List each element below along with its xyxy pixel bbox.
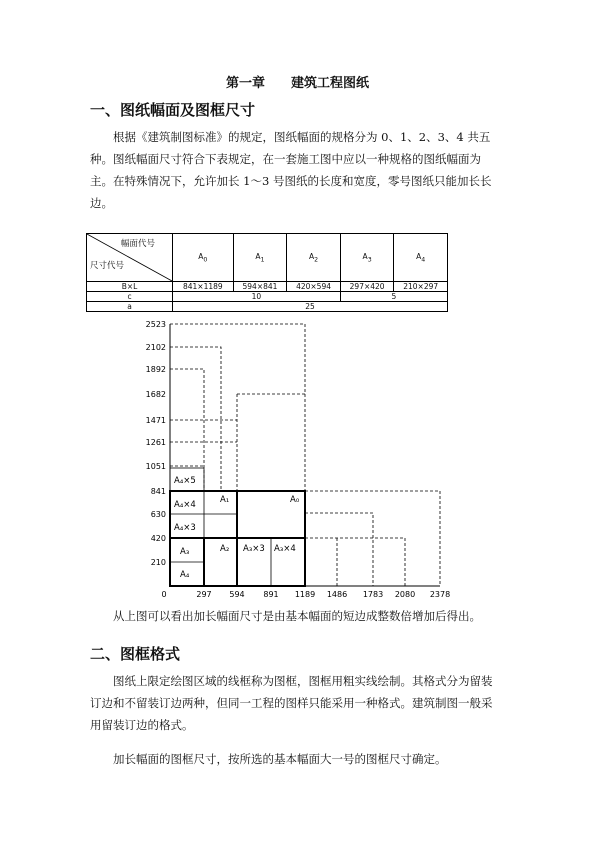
col-header-a4: $A_4$ — [394, 234, 448, 282]
x-tick-1783: 1783 — [362, 590, 384, 599]
y-tick-1051: 1051 — [145, 462, 166, 471]
cell-a-all: 25 — [173, 302, 448, 312]
section1-heading: 一、图纸幅面及图框尺寸 — [90, 101, 256, 119]
label-a4: A₄ — [180, 570, 190, 580]
table-header-row — [87, 234, 448, 282]
row-label-bl: B×L — [87, 282, 173, 292]
section2-text1: 图纸上限定绘图区域的线框称为图框，图框用粗实线绘制。其格式分为留装订边和不留装订边两种，但同一工程的图样只能采用一种格式。建筑制图一般采用留装订边的格式。 — [90, 674, 493, 732]
x-tick-0: 0 — [161, 590, 167, 599]
corner-bottom-label: 尺寸代号 — [90, 261, 125, 271]
chapter-title: 第一章 建筑工程图纸 — [225, 76, 369, 91]
label-a4x5: A₄×5 — [174, 476, 196, 486]
y-tick-841: 841 — [150, 487, 166, 496]
x-tick-297: 297 — [196, 590, 212, 599]
table-corner-cell — [87, 234, 173, 282]
x-tick-2378: 2378 — [429, 590, 451, 599]
col-header-a0: $A_0$ — [173, 234, 234, 282]
table-row-a — [87, 302, 448, 312]
row-label-a: a — [87, 302, 173, 312]
x-tick-891: 891 — [263, 590, 279, 599]
paper-size-table — [86, 233, 448, 312]
x-tick-594: 594 — [229, 590, 245, 599]
section2-paragraph2 — [90, 748, 502, 770]
label-a4x4: A₄×4 — [174, 500, 196, 510]
cell-bl-a1: 594×841 — [233, 282, 287, 292]
section2-paragraph1 — [90, 670, 502, 736]
y-tick-420: 420 — [150, 534, 166, 543]
row-label-c: c — [87, 292, 173, 302]
y-tick-labels — [146, 320, 166, 567]
x-tick-2080: 2080 — [394, 590, 416, 599]
cell-bl-a3: 297×420 — [340, 282, 394, 292]
col-header-a3: $A_3$ — [340, 234, 394, 282]
cell-bl-a0: 841×1189 — [173, 282, 234, 292]
label-a4x3: A₄×3 — [174, 523, 196, 533]
y-tick-2523: 2523 — [145, 320, 166, 329]
col-header-a1: $A_1$ — [233, 234, 287, 282]
cell-c-a3-a4: 5 — [340, 292, 447, 302]
x-tick-1189: 1189 — [294, 590, 316, 599]
label-a3x3: A₃×3 — [243, 544, 265, 554]
y-tick-1682: 1682 — [145, 390, 166, 399]
section1-paragraph — [90, 126, 502, 214]
label-a1: A₁ — [220, 495, 230, 505]
section2-heading: 二、图框格式 — [90, 645, 181, 663]
label-a3: A₃ — [180, 547, 190, 557]
label-a2: A₂ — [220, 544, 230, 554]
y-tick-1471: 1471 — [145, 416, 166, 425]
table-row-bl — [87, 282, 448, 292]
y-tick-210: 210 — [150, 558, 166, 567]
y-tick-1892: 1892 — [145, 365, 166, 374]
label-a0: A₀ — [290, 495, 300, 505]
table-row-c — [87, 292, 448, 302]
section2-text2: 加长幅面的图框尺寸，按所选的基本幅面大一号的图框尺寸确定。 — [113, 752, 447, 766]
cell-c-a0-a2: 10 — [173, 292, 341, 302]
diagram-caption: 从上图可以看出加长幅面尺寸是由基本幅面的短边成整数倍增加后得出。 — [113, 609, 481, 623]
x-tick-labels — [161, 590, 450, 599]
format-diagram — [140, 318, 460, 600]
x-tick-1486: 1486 — [326, 590, 348, 599]
cell-bl-a4: 210×297 — [394, 282, 448, 292]
corner-top-label: 幅面代号 — [121, 239, 156, 249]
y-tick-1261: 1261 — [145, 438, 166, 447]
diagram-caption-block — [90, 605, 510, 627]
cell-bl-a2: 420×594 — [287, 282, 341, 292]
y-tick-2102: 2102 — [145, 343, 166, 352]
col-header-a2: $A_2$ — [287, 234, 341, 282]
section1-text: 根据《建筑制图标准》的规定，图纸幅面的规格分为 0、1、2、3、4 共五种。图纸幅面尺寸符合下表规定，在一套施工图中应以一种规格的图纸幅面为主。在特殊情况下，允许加长 1～3 号图纸的长度和宽度，零号图纸只能加长长边。 — [90, 130, 492, 210]
label-a3x4: A₃×4 — [274, 544, 296, 554]
y-tick-630: 630 — [150, 510, 166, 519]
